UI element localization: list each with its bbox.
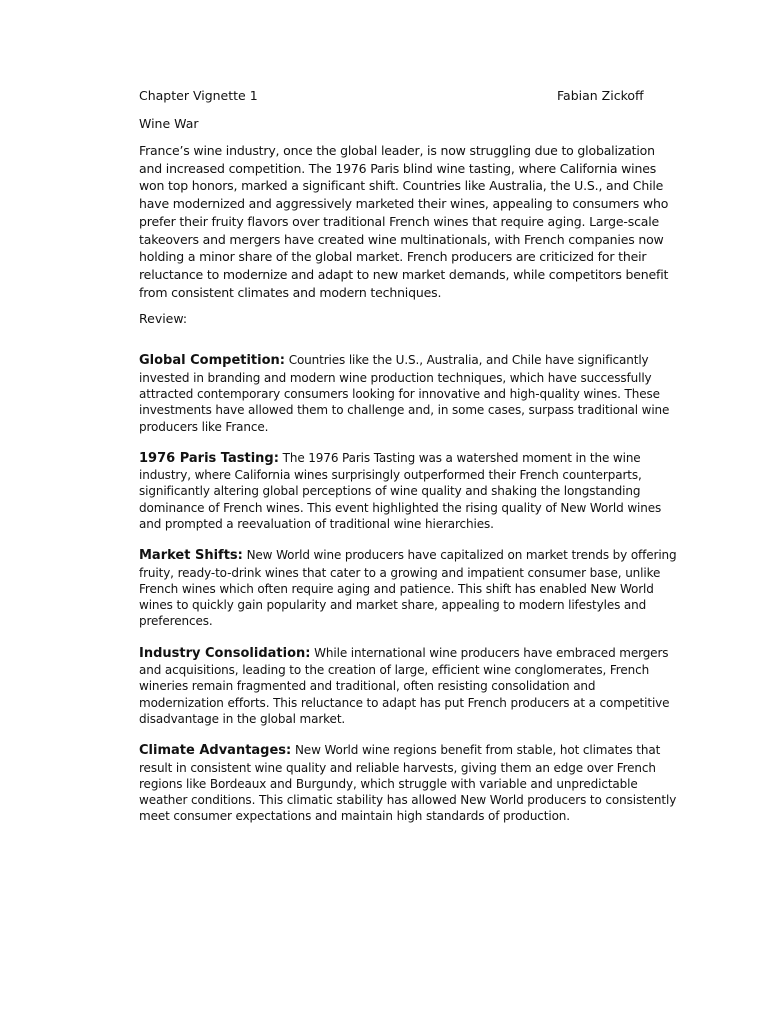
section-industry-consolidation	[139, 645, 679, 727]
section-climate-advantages	[139, 742, 679, 824]
section-paris-tasting	[139, 450, 679, 532]
section-heading: Global Competition:	[139, 353, 285, 369]
section-body: New World wine producers have capitalized on market trends by offering fruity, ready-to-drink wines that cater to a growing and impatient consumer base, unlike French wines which often require aging and patience. This shift has enabled New World wines to quickly gain popularity and market share, appealing to modern lifestyles and preferences.	[139, 548, 677, 629]
section-global-competition	[139, 352, 679, 434]
section-heading: Market Shifts:	[139, 548, 243, 564]
section-heading: 1976 Paris Tasting:	[139, 450, 279, 466]
review-label: Review:	[139, 311, 188, 327]
document-page	[139, 87, 679, 840]
document-header	[139, 87, 679, 105]
author-name: Fabian Zickoff	[557, 88, 644, 103]
section-heading: Industry Consolidation:	[139, 645, 311, 661]
chapter-label: Chapter Vignette 1	[139, 88, 258, 103]
section-body: Countries like the U.S., Australia, and Chile have significantly invested in branding and modern wine production techniques, which have successfully attracted contemporary consumers looking for innovative and high-quality wines. These investments have allowed them to challenge and, in some cases, surpass traditional wine producers like France.	[139, 353, 670, 434]
review-sections	[139, 352, 679, 824]
intro-paragraph: France’s wine industry, once the global leader, is now struggling due to globalization and increased competition. The 1976 Paris blind wine tasting, where California wines won top honors, marked a significant shift. Countries like Australia, the U.S., and Chile have modernized and aggressively marketed their wines, appealing to consumers who prefer their fruity flavors over traditional French wines that require aging. Large-scale takeovers and mergers have created wine multinationals, with French companies now holding a minor share of the global market. French producers are criticized for their reluctance to modernize and adapt to new market demands, while competitors benefit from consistent climates and modern techniques.	[139, 143, 669, 300]
section-market-shifts	[139, 547, 679, 629]
document-title: Wine War	[139, 116, 199, 131]
section-body: The 1976 Paris Tasting was a watershed moment in the wine industry, where California wines surprisingly outperformed their French counterparts, significantly altering global perceptions of wine quality and shaking the longstanding dominance of French wines. This event highlighted the rising quality of New World wines and prompted a reevaluation of traditional wine hierarchies.	[139, 450, 662, 531]
section-heading: Climate Advantages:	[139, 743, 292, 759]
section-body: While international wine producers have embraced mergers and acquisitions, leading to the creation of large, efficient wine conglomerates, French wineries remain fragmented and traditional, often resisting consolidation and modernization efforts. This reluctance to adapt has put French producers at a competitive disadvantage in the global market.	[139, 645, 670, 726]
section-body: New World wine regions benefit from stable, hot climates that result in consistent wine quality and reliable harvests, giving them an edge over French regions like Bordeaux and Burgundy, which struggle with variable and unpredictable weather conditions. This climatic stability has allowed New World producers to consistently meet consumer expectations and maintain high standards of production.	[139, 743, 677, 824]
